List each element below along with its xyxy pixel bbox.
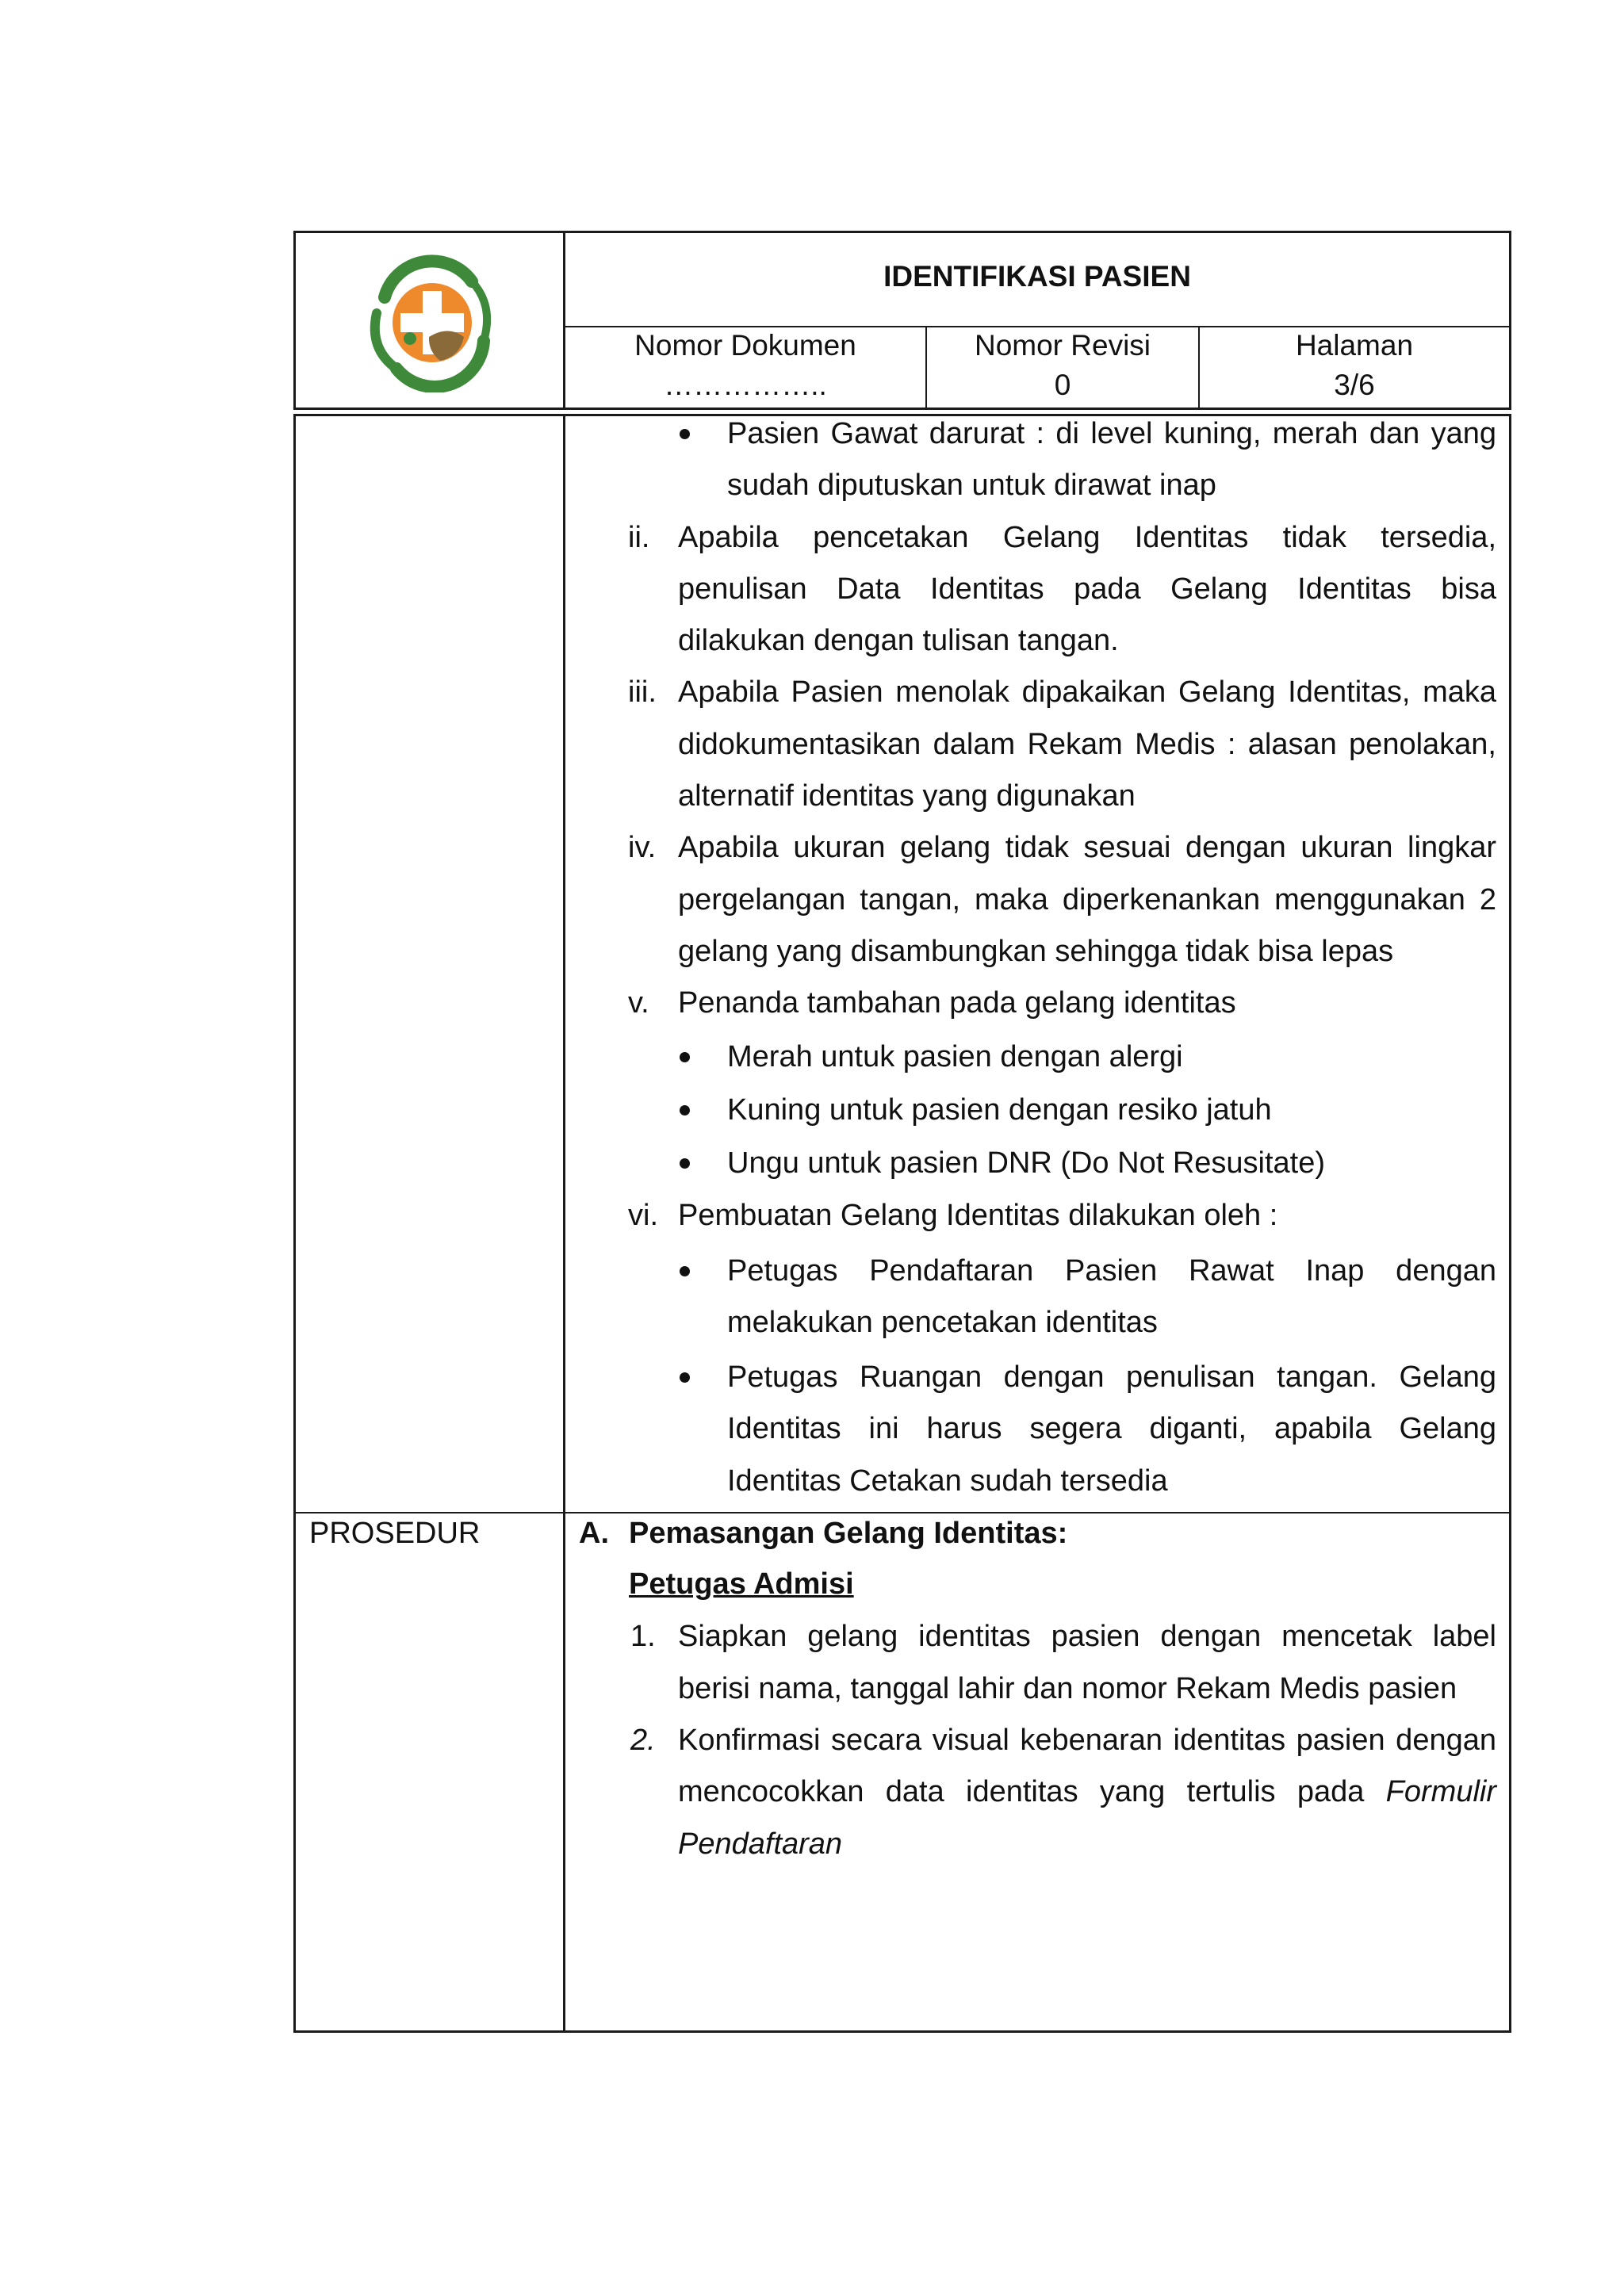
section-letter: A. [579, 1517, 609, 1550]
list-item-text: pergelangan tangan, maka diperkenankan menggunakan 2 [678, 883, 1496, 916]
doc-number-value: …………….. [664, 369, 827, 401]
list-item-text: Kuning untuk pasien dengan resiko jatuh [727, 1093, 1272, 1127]
step-text-italic: Pendaftaran [678, 1827, 843, 1861]
doc-number-label: Nomor Dokumen [634, 329, 856, 362]
list-item-text: penulisan Data Identitas pada Gelang Identitas bisa [678, 572, 1496, 606]
list-item-text: Apabila Pasien menolak dipakaikan Gelang Identitas, maka [678, 675, 1496, 709]
list-item-text: Apabila ukuran gelang tidak sesuai dengan ukuran lingkar [678, 831, 1496, 864]
step-text-italic: Formulir [1385, 1775, 1496, 1808]
roman-numeral: iii. [628, 675, 657, 709]
list-item-text: alternatif identitas yang digunakan [678, 779, 1136, 813]
list-item-text: Pasien Gawat darurat : di level kuning, merah dan yang [727, 417, 1496, 450]
bullet-icon [680, 1105, 690, 1115]
list-item-text: Petugas Pendaftaran Pasien Rawat Inap dengan [727, 1254, 1496, 1288]
prosedur-label: PROSEDUR [309, 1517, 481, 1550]
step-number: 2. [630, 1724, 656, 1757]
bullet-icon [680, 1158, 690, 1169]
page-value: 3/6 [1334, 369, 1375, 401]
list-item-text: Identitas ini harus segera diganti, apabila Gelang [727, 1412, 1496, 1445]
list-item-text: Merah untuk pasien dengan alergi [727, 1040, 1183, 1073]
roman-numeral: iv. [628, 831, 657, 864]
healthcare-logo [353, 250, 511, 392]
bullet-icon [680, 1372, 690, 1383]
step-text: Konfirmasi secara visual kebenaran identitas pasien dengan [678, 1724, 1496, 1757]
document-title: IDENTIFIKASI PASIEN [883, 260, 1191, 293]
section-title: Pemasangan Gelang Identitas: [629, 1517, 1068, 1550]
list-item-text: melakukan pencetakan identitas [727, 1306, 1158, 1339]
list-item-text: Penanda tambahan pada gelang identitas [678, 986, 1236, 1020]
step-text: Siapkan gelang identitas pasien dengan mencetak label [678, 1620, 1496, 1653]
list-item-text: Pembuatan Gelang Identitas dilakukan oleh : [678, 1199, 1278, 1232]
roman-numeral: vi. [628, 1199, 658, 1232]
list-item-text: Ungu untuk pasien DNR (Do Not Resusitate) [727, 1146, 1326, 1180]
list-item-text: didokumentasikan dalam Rekam Medis : alasan penolakan, [678, 728, 1496, 761]
page-label: Halaman [1295, 329, 1414, 362]
step-text-plain: mencocokkan data identitas yang tertulis pada [678, 1775, 1365, 1808]
sub-title: Petugas Admisi [629, 1567, 854, 1601]
list-item-text: sudah diputuskan untuk dirawat inap [727, 469, 1216, 502]
bullet-icon [680, 1052, 690, 1062]
list-item-text: Petugas Ruangan dengan penulisan tangan. Gelang [727, 1360, 1496, 1394]
list-item-text: dilakukan dengan tulisan tangan. [678, 624, 1119, 657]
bullet-icon [680, 1266, 690, 1276]
roman-numeral: ii. [628, 521, 650, 554]
list-item-text: Apabila pencetakan Gelang Identitas tidak tersedia, [678, 521, 1496, 554]
revision-value: 0 [1054, 369, 1071, 401]
bullet-icon [680, 429, 690, 439]
step-number: 1. [630, 1620, 656, 1653]
list-item-text: gelang yang disambungkan sehingga tidak bisa lepas [678, 935, 1394, 968]
roman-numeral: v. [628, 986, 649, 1020]
list-item-text: Identitas Cetakan sudah tersedia [727, 1464, 1168, 1498]
step-text [678, 1774, 1496, 1809]
revision-label: Nomor Revisi [974, 329, 1151, 362]
step-text: berisi nama, tanggal lahir dan nomor Rekam Medis pasien [678, 1672, 1457, 1705]
